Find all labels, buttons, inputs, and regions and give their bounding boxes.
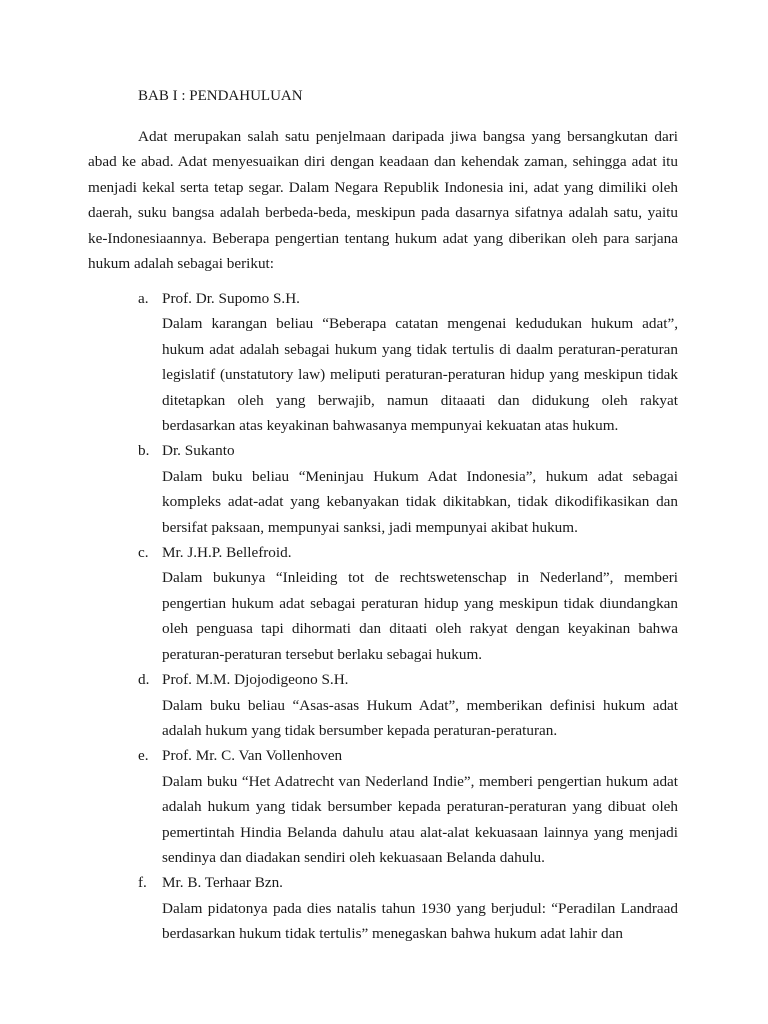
definition-item — [88, 743, 678, 870]
scholar-name: Prof. Mr. C. Van Vollenhoven — [162, 747, 343, 765]
definition-text: Dalam buku “Het Adatrecht van Nederland Indie”, memberi pengertian hukum adat adalah hukum yang tidak bersumber kepada peraturan-peraturan yang dibuat oleh pemertintah Hindia Belanda dahulu atau alat-alat kekuasaan lainnya yang menjadi sendinya dan diadakan sendiri oleh kekuasaan Belanda dahulu. — [162, 772, 678, 866]
list-marker: a. — [138, 290, 149, 307]
list-marker: b. — [138, 442, 150, 460]
scholar-name: Dr. Sukanto — [162, 442, 235, 460]
scholar-name: Mr. J.H.P. Bellefroid. — [162, 544, 292, 562]
definition-list — [88, 286, 678, 947]
definition-item — [88, 870, 678, 946]
definition-item — [88, 667, 678, 743]
list-marker: c. — [138, 544, 149, 562]
definition-item — [88, 540, 678, 667]
chapter-heading: BAB I : PENDAHULUAN — [138, 88, 303, 104]
definition-text: Dalam karangan beliau “Beberapa catatan mengenai kedudukan hukum adat”, hukum adat adalah sebagai hukum yang tidak tertulis di daalm peraturan-peraturan legislatif (unstatutory law) meliputi peraturan-peraturan hidup yang meskipun tidak ditetapkan oleh yang berwajib, namun ditaaati dan didukung oleh rakyat berdasarkan atas keyakinan bahwasanya mempunyai kekuatan atas hukum. — [162, 315, 678, 435]
scholar-name: Prof. Dr. Supomo S.H. — [162, 290, 300, 307]
intro-paragraph: Adat merupakan salah satu penjelmaan daripada jiwa bangsa yang bersangkutan dari abad ke abad. Adat menyesuaikan diri dengan keadaan dan kehendak zaman, sehingga adat itu menjadi kekal serta tetap segar. Dalam Negara Republik Indonesia ini, adat yang dimiliki oleh daerah, suku bangsa adalah berbeda-beda, meskipun pada dasarnya sifatnya adalah satu, yaitu ke-Indonesiaannya. Beberapa pengertian tentang hukum adat yang diberikan oleh para sarjana hukum adalah sebagai berikut: — [88, 128, 678, 273]
list-marker: e. — [138, 747, 149, 765]
definition-item — [88, 438, 678, 540]
definition-text: Dalam buku beliau “Asas-asas Hukum Adat”, memberikan definisi hukum adat adalah hukum yang tidak bersumber kepada peraturan-peraturan. — [162, 696, 678, 739]
list-marker: d. — [138, 671, 150, 689]
definition-text: Dalam buku beliau “Meninjau Hukum Adat Indonesia”, hukum adat sebagai kompleks adat-adat yang kebanyakan tidak dikitabkan, tidak dikodifikasikan dan bersifat paksaan, mempunyai sanksi, jadi mempunyai akibat hukum. — [162, 467, 678, 536]
definition-item — [88, 286, 678, 438]
definition-text: Dalam bukunya “Inleiding tot de rechtswetenschap in Nederland”, memberi pengertian hukum adat sebagai peraturan hidup yang meskipun tidak diundangkan oleh penguasa tapi dihormati dan ditaati oleh rakyat dengan keyakinan bahwa peraturan-peraturan tersebut berlaku sebagai hukum. — [162, 569, 678, 663]
scholar-name: Mr. B. Terhaar Bzn. — [162, 874, 283, 892]
list-marker: f. — [138, 874, 147, 892]
definition-text: Dalam pidatonya pada dies natalis tahun 1930 yang berjudul: “Peradilan Landraad berdasarkan hukum tidak tertulis” menegaskan bahwa hukum adat lahir dan — [162, 899, 678, 943]
scholar-name: Prof. M.M. Djojodigeono S.H. — [162, 671, 349, 689]
